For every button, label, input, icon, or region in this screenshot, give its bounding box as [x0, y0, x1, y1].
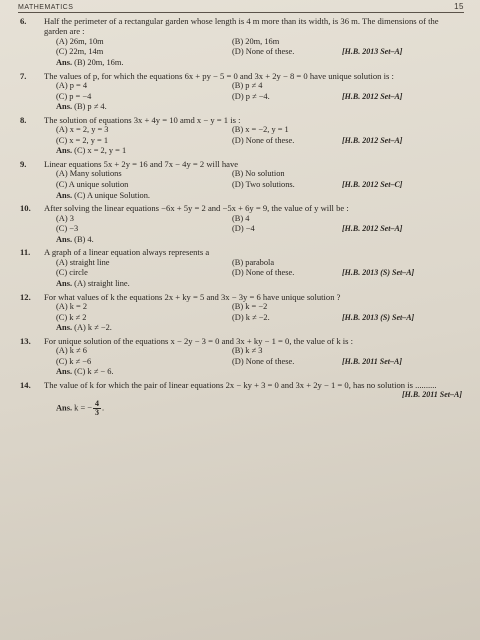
question-number: 7. [20, 70, 27, 81]
question-text: For unique solution of the equations x − 2y − 3 = 0 and 3x + ky − 1 = 0, the value of k is : [44, 335, 354, 346]
option: (B) k ≠ 3 [232, 346, 263, 356]
answer-value: (A) straight line. [74, 278, 130, 288]
question-item [18, 380, 464, 417]
option: (D) Two solutions. [232, 179, 295, 189]
option: (B) 20m, 16m [232, 36, 280, 46]
option: (D) None of these. [232, 135, 295, 145]
question-number: 13. [20, 335, 31, 346]
question-item [18, 336, 464, 378]
option: (A) k = 2 [56, 301, 88, 311]
exam-reference [342, 125, 452, 136]
exam-reference [342, 169, 452, 180]
answer-line [56, 58, 464, 69]
answer-value: (C) x = 2, y = 1 [74, 146, 127, 156]
option: (D) None of these. [232, 47, 295, 57]
answer-label: Ans. [56, 367, 73, 377]
answer-value: (C) k ≠ − 6. [74, 367, 114, 377]
option: (A) p = 4 [56, 81, 88, 90]
question-item [18, 115, 464, 157]
subject-title: MATHEMATICS [18, 4, 74, 11]
question-number: 12. [20, 291, 31, 302]
question-text: The values of p, for which the equations 6x + py − 5 = 0 and 3x + 2y − 8 = 0 have unique solution is : [44, 70, 394, 81]
option: (D) p ≠ −4. [232, 91, 270, 101]
question-line [18, 380, 464, 390]
exam-reference [342, 214, 452, 225]
option: (A) x = 2, y = 3 [56, 125, 109, 135]
answer-line [56, 146, 464, 157]
answer-value: k = − [74, 403, 92, 413]
question-line [18, 203, 464, 213]
question-line [18, 336, 464, 346]
option: (B) p ≠ 4 [232, 81, 263, 90]
option: (A) straight line [56, 257, 110, 267]
option: (C) 22m, 14m [56, 47, 104, 57]
option: (C) k ≠ −6 [56, 356, 92, 366]
exam-reference: [H.B. 2012 Set–A] [342, 224, 403, 234]
exam-reference [342, 81, 452, 92]
answer-label: Ans. [56, 190, 73, 200]
answer-value: (B) 4. [74, 234, 94, 244]
options-grid [56, 81, 464, 102]
answer-label: Ans. [56, 234, 73, 244]
question-line [18, 16, 464, 37]
question-line [18, 247, 464, 257]
answer-line [56, 279, 464, 290]
options-grid [56, 302, 464, 323]
question-text: After solving the linear equations −6x + 5y = 2 and −5x + 6y = 9, the value of y will be : [44, 203, 349, 214]
option: (C) k ≠ 2 [56, 312, 87, 322]
exam-reference [342, 346, 452, 357]
question-line [18, 159, 464, 169]
exam-reference [342, 37, 452, 48]
answer-value: (A) k ≠ −2. [74, 323, 112, 333]
question-line [18, 115, 464, 125]
page-number: 15 [454, 2, 464, 11]
question-item [18, 71, 464, 113]
question-text: Half the perimeter of a rectangular garden whose length is 4 m more than its width, is 36 m. The dimensions of the garden are : [44, 16, 439, 37]
options-grid [56, 258, 464, 279]
answer-suffix: . [101, 403, 105, 413]
answer-line [56, 102, 464, 113]
exam-reference [342, 258, 452, 269]
option: (B) k = −2 [232, 301, 268, 311]
exam-reference: [H.B. 2013 (S) Set–A] [342, 268, 415, 278]
question-item [18, 159, 464, 201]
option: (A) 3 [56, 213, 74, 223]
question-item [18, 292, 464, 334]
option: (B) x = −2, y = 1 [232, 125, 289, 135]
question-item [18, 203, 464, 245]
question-list [18, 16, 464, 417]
options-grid [56, 125, 464, 146]
options-grid [56, 169, 464, 190]
option: (C) A unique solution [56, 179, 129, 189]
option: (A) Many solutions [56, 169, 122, 179]
option: (C) p = −4 [56, 91, 92, 101]
question-number: 8. [20, 114, 27, 125]
option: (C) circle [56, 268, 88, 278]
question-number: 10. [20, 203, 31, 214]
question-item [18, 247, 464, 289]
option: (D) None of these. [232, 356, 295, 366]
answer-line [56, 367, 464, 378]
answer-value: (C) A unique Solution. [74, 190, 150, 200]
fraction-denominator: 3 [94, 408, 99, 418]
answer-label: Ans. [56, 146, 73, 156]
answer-value: (B) p ≠ 4. [74, 102, 107, 112]
exam-reference: [H.B. 2011 Set–A] [342, 356, 403, 366]
fraction-numerator: 4 [94, 399, 99, 409]
question-number: 11. [20, 247, 31, 258]
question-text: The value of k for which the pair of linear equations 2x − ky + 3 = 0 and 3x + 2y − 1 = 0, has no solution is .......... [44, 379, 437, 390]
options-grid [56, 346, 464, 367]
exam-reference: [H.B. 2011 Set–A] [401, 390, 462, 400]
question-number: 9. [20, 158, 27, 169]
option: (D) −4 [232, 224, 255, 234]
answer-line [56, 323, 464, 334]
answer-value: (B) 20m, 16m. [74, 58, 124, 67]
page-header [18, 2, 464, 13]
answer-label: Ans. [56, 403, 73, 413]
option: (B) 4 [232, 213, 250, 223]
answer-label: Ans. [56, 323, 73, 333]
answer-label: Ans. [56, 102, 73, 112]
answer-line [56, 191, 464, 202]
options-grid [56, 37, 464, 58]
exam-reference: [H.B. 2012 Set–A] [342, 135, 403, 145]
question-text: For what values of k the equations 2x + ky = 5 and 3x − 3y = 6 have unique solution ? [44, 291, 341, 302]
answer-label: Ans. [56, 278, 73, 288]
answer-label: Ans. [56, 58, 73, 67]
option: (B) No solution [232, 169, 285, 179]
answer-fraction [93, 400, 101, 417]
answer-line [56, 400, 464, 417]
question-line [18, 71, 464, 81]
options-grid [56, 214, 464, 235]
question-text: Linear equations 5x + 2y = 16 and 7x − 4y = 2 will have [44, 158, 239, 169]
question-text: The solution of equations 3x + 4y = 10 amd x − y = 1 is : [44, 114, 241, 125]
question-line [18, 292, 464, 302]
question-text: A graph of a linear equation always represents a [44, 247, 210, 258]
exam-reference: [H.B. 2013 Set–A] [342, 47, 403, 57]
option: (B) parabola [232, 257, 275, 267]
exam-reference: [H.B. 2012 Set–A] [342, 91, 403, 101]
option: (A) 26m, 10m [56, 36, 104, 46]
question-item [18, 16, 464, 69]
question-number: 6. [20, 16, 27, 26]
option: (D) k ≠ −2. [232, 312, 270, 322]
option: (D) None of these. [232, 268, 295, 278]
question-number: 14. [20, 379, 31, 390]
exam-reference: [H.B. 2012 Set–C] [342, 179, 403, 189]
option: (C) −3 [56, 224, 79, 234]
exam-reference [342, 302, 452, 313]
option: (C) x = 2, y = 1 [56, 135, 109, 145]
exam-reference: [H.B. 2013 (S) Set–A] [342, 312, 415, 322]
answer-line [56, 235, 464, 246]
option: (A) k ≠ 6 [56, 346, 87, 356]
